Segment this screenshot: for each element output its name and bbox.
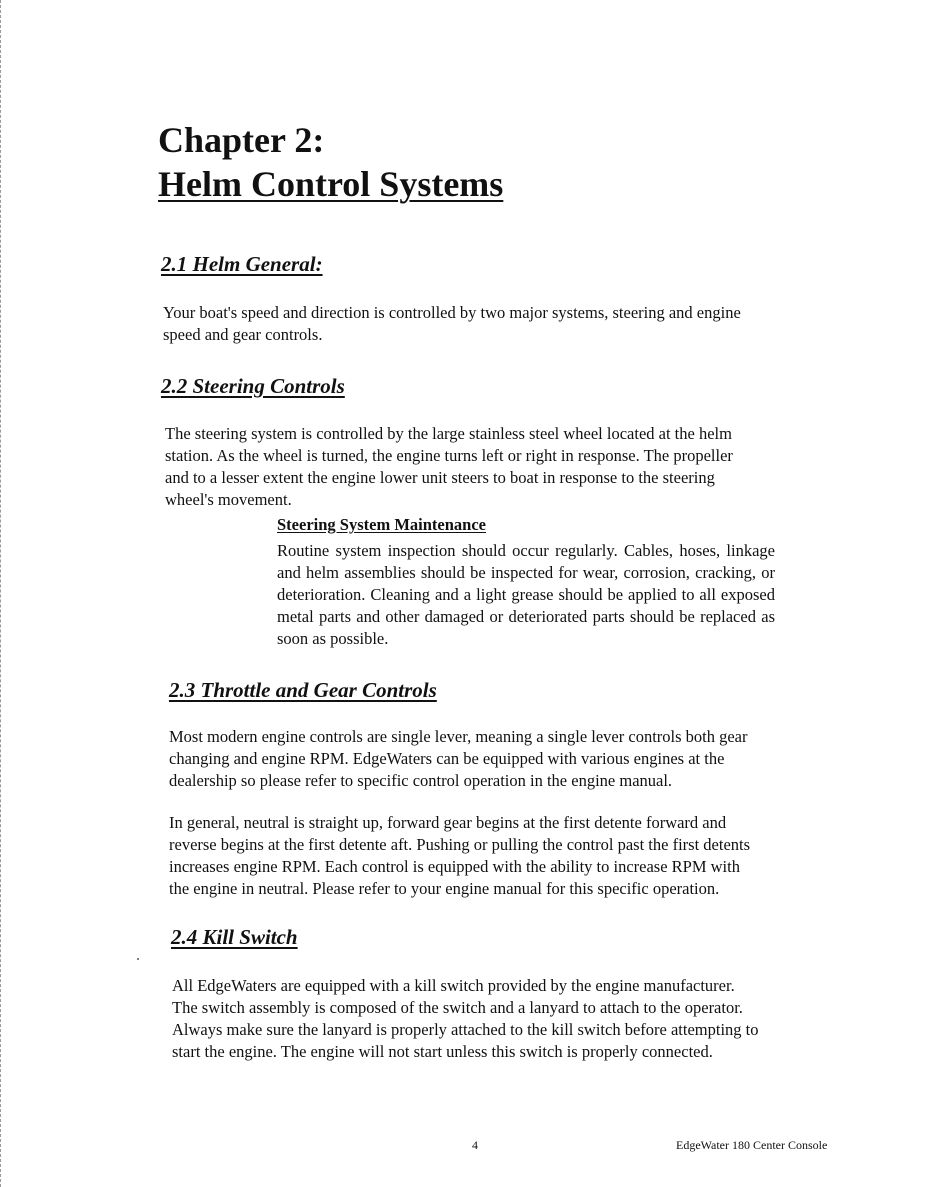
kill-switch-paragraph <box>172 975 759 1063</box>
text-line: All EdgeWaters are equipped with a kill switch provided by the engine manufacturer. <box>172 976 735 995</box>
chapter-name: Helm Control Systems <box>158 164 504 204</box>
text-line: changing and engine RPM. EdgeWaters can be equipped with various engines at the <box>169 749 725 768</box>
text-line: dealership so please refer to specific control operation in the engine manual. <box>169 771 673 790</box>
chapter-title <box>158 118 758 206</box>
text-line: The steering system is controlled by the large stainless steel wheel located at the helm <box>165 424 732 443</box>
steering-maintenance-text: Routine system inspection should occur regularly. Cables, hoses, linkage and helm assemblies should be inspected for wear, corrosion, cracking, or deterioration. Cleaning and a light grease should be applied to all exposed metal parts and other damaged or deteriorated parts should be replaced as soon as possible. <box>277 541 775 648</box>
footer-document-title: EdgeWater 180 Center Console <box>676 1138 828 1152</box>
throttle-paragraph-1 <box>169 726 748 792</box>
text-line: The switch assembly is composed of the switch and a lanyard to attach to the operator. <box>172 998 743 1017</box>
section-heading-steering-controls: 2.2 Steering Controls <box>161 374 345 398</box>
scan-edge <box>0 0 2 1187</box>
text-line: the engine in neutral. Please refer to your engine manual for this specific operation. <box>169 879 720 898</box>
steering-maintenance-heading: Steering System Maintenance <box>277 515 486 534</box>
text-line: Most modern engine controls are single lever, meaning a single lever controls both gear <box>169 727 748 746</box>
text-line: wheel's movement. <box>165 490 292 509</box>
page-number: 4 <box>472 1138 478 1152</box>
text-line: In general, neutral is straight up, forward gear begins at the first detente forward and <box>169 813 727 832</box>
text-line: and to a lesser extent the engine lower unit steers to boat in response to the steering <box>165 468 715 487</box>
section-heading-helm-general: 2.1 Helm General: <box>161 252 323 276</box>
chapter-number: Chapter 2: <box>158 120 325 160</box>
throttle-paragraph-2 <box>169 812 750 900</box>
text-line: start the engine. The engine will not start unless this switch is properly connected. <box>172 1042 713 1061</box>
section-heading-kill-switch: 2.4 Kill Switch <box>171 925 298 949</box>
scan-speck <box>137 958 139 960</box>
text-line: speed and gear controls. <box>163 325 323 344</box>
text-line: Your boat's speed and direction is controlled by two major systems, steering and engine <box>163 303 741 322</box>
text-line: station. As the wheel is turned, the engine turns left or right in response. The propeller <box>165 446 733 465</box>
section-heading-throttle-gear: 2.3 Throttle and Gear Controls <box>169 678 437 702</box>
helm-general-paragraph <box>163 302 741 346</box>
steering-paragraph <box>165 423 733 511</box>
text-line: Always make sure the lanyard is properly attached to the kill switch before attempting to <box>172 1020 759 1039</box>
text-line: increases engine RPM. Each control is equipped with the ability to increase RPM with <box>169 857 740 876</box>
text-line: reverse begins at the first detente aft. Pushing or pulling the control past the first detents <box>169 835 751 854</box>
